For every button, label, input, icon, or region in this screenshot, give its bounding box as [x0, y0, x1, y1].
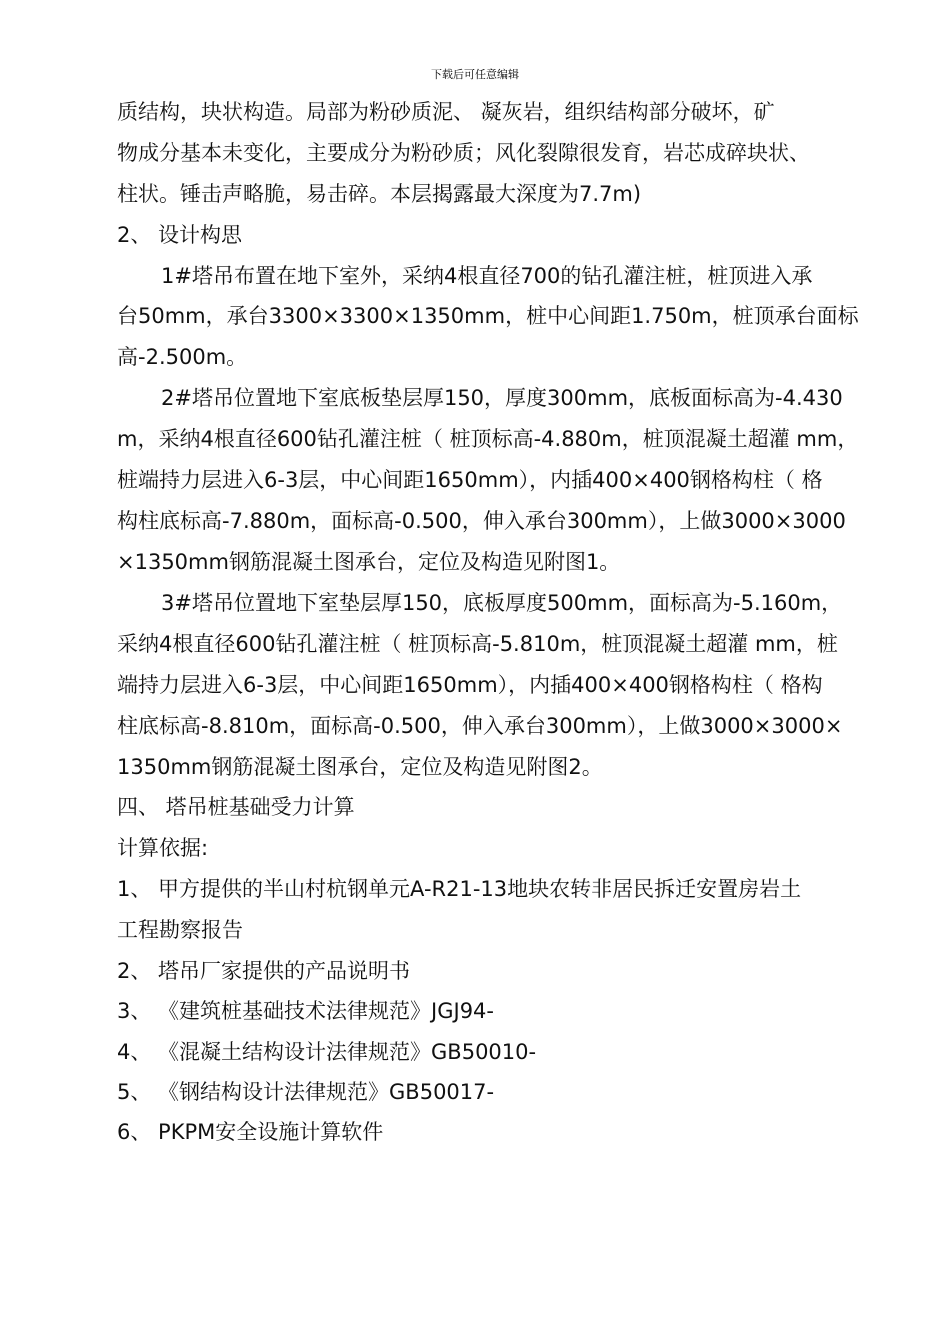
text-line-12: ×1350mm钢筋混凝土图承台，定位及构造见附图1。 [117, 550, 621, 574]
text-line-1: 质结构，块状构造。局部为粉砂质泥、 凝灰岩，组织结构部分破坏，矿 [117, 100, 775, 124]
text-line-3: 柱状。锤击声略脆，易击碎。本层揭露最大深度为7.7m) [117, 182, 642, 206]
text-line-15: 端持力层进入6-3层，中心间距1650mm），内插400×400钢格构柱（ 格构 [117, 673, 823, 697]
text-line-6: 台50mm，承台3300×3300×1350mm，桩中心间距1.750m，桩顶承台面标 [117, 304, 859, 328]
text-line-14: 采纳4根直径600钻孔灌注桩（ 桩顶标高-5.810m，桩顶混凝土超灌 mm，桩 [117, 632, 838, 656]
reference-item-1: 1、 甲方提供的半山村杭钢单元A-R21-13地块农转非居民拆迁安置房岩土 [117, 877, 802, 901]
text-line-2: 物成分基本未变化，主要成分为粉砂质；风化裂隙很发育，岩芯成碎块状、 [117, 141, 810, 165]
text-line-5: 1#塔吊布置在地下室外，采纳4根直径700的钻孔灌注桩，桩顶进入承 [161, 264, 813, 288]
section-heading-design: 2、 设计构思 [117, 223, 243, 247]
page-header: 下载后可任意编辑 [431, 68, 519, 81]
text-line-10: 桩端持力层进入6-3层，中心间距1650mm），内插400×400钢格构柱（ 格 [117, 468, 823, 492]
text-line-19: 计算依据: [117, 836, 209, 860]
text-line-9: m，采纳4根直径600钻孔灌注桩（ 桩顶标高-4.880m，桩顶混凝土超灌 mm， [117, 427, 859, 451]
text-line-16: 柱底标高-8.810m，面标高-0.500，伸入承台300mm），上做3000×3000× [117, 714, 843, 738]
reference-item-2: 2、 塔吊厂家提供的产品说明书 [117, 959, 411, 983]
text-line-8: 2#塔吊位置地下室底板垫层厚150，厚度300mm，底板面标高为-4.430 [161, 386, 843, 410]
reference-item-5: 5、 《钢结构设计法律规范》GB50017- [117, 1080, 495, 1104]
reference-item-3: 3、 《建筑桩基础技术法律规范》JGJ94- [117, 999, 494, 1023]
text-line-11: 构柱底标高-7.880m，面标高-0.500，伸入承台300mm），上做3000×3000 [117, 509, 846, 533]
reference-item-4: 4、 《混凝土结构设计法律规范》GB50010- [117, 1040, 537, 1064]
reference-item-1-cont: 工程勘察报告 [117, 918, 243, 942]
text-line-7: 高-2.500m。 [117, 345, 248, 369]
reference-item-6: 6、 PKPM安全设施计算软件 [117, 1120, 384, 1144]
section-heading-calculation: 四、 塔吊桩基础受力计算 [117, 795, 355, 819]
text-line-17: 1350mm钢筋混凝土图承台，定位及构造见附图2。 [117, 755, 603, 779]
text-line-13: 3#塔吊位置地下室垫层厚150，底板厚度500mm，面标高为-5.160m， [161, 591, 843, 615]
